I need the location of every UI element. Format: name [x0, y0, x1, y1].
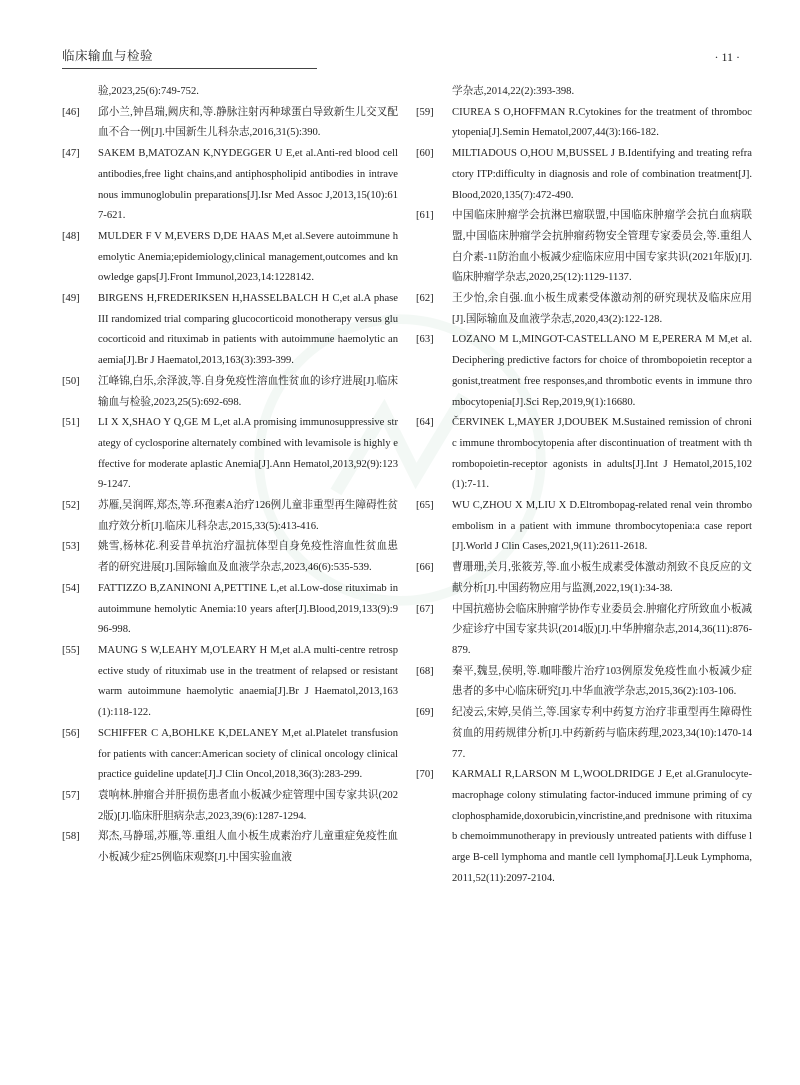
reference-entry: [62, 724, 398, 786]
reference-number: [55]: [62, 644, 80, 656]
reference-entry: [416, 206, 752, 289]
reference-text: MILTIADOUS O,HOU M,BUSSEL J B.Identifying and treating refractory ITP:difficulty in diagnosis and role of combination treatment[J].Blood,2020,135(7):472-490.: [452, 148, 752, 201]
reference-entry: [416, 558, 752, 599]
reference-entry: [416, 289, 752, 330]
reference-number: [51]: [62, 417, 80, 429]
reference-number: [62]: [416, 293, 434, 305]
reference-text: BIRGENS H,FREDERIKSEN H,HASSELBALCH H C,et al.A phase III randomized trial comparing glucocorticoid monotherapy versus glucocorticoid and rituximab in patients with autoimmune haemolytic anaemia[J].Br J Haematol,2013,163(3):393-399.: [98, 293, 398, 367]
reference-number: [58]: [62, 831, 80, 843]
reference-text: 郑杰,马静瑶,苏雁,等.重组人血小板生成素治疗儿童重症免疫性血小板减少症25例临床观察[J].中国实验血液: [98, 831, 398, 864]
reference-entry: [416, 765, 752, 889]
reference-text: 王少怡,余自强.血小板生成素受体激动剂的研究现状及临床应用[J].国际输血及血液学杂志,2020,43(2):122-128.: [452, 293, 752, 325]
reference-entry: [62, 579, 398, 641]
reference-text: 学杂志,2014,22(2):393-398.: [452, 86, 575, 97]
reference-entry: [62, 641, 398, 724]
reference-entry: [62, 144, 398, 227]
reference-number: [50]: [62, 375, 80, 387]
reference-entry: [62, 103, 398, 144]
reference-entry: [62, 372, 398, 413]
reference-number: [49]: [62, 293, 80, 305]
reference-entry: [416, 600, 752, 662]
reference-text: 苏雁,吴润晖,郑杰,等.环孢素A治疗126例儿童非重型再生障碍性贫血疗效分析[J].临床儿科杂志,2015,33(5):413-416.: [98, 500, 398, 532]
reference-entry: [416, 496, 752, 558]
reference-number: [66]: [416, 562, 434, 574]
reference-entry: [416, 82, 752, 103]
reference-text: 纪凌云,宋婷,吴俏兰,等.国家专利中药复方治疗非重型再生障碍性贫血的用药规律分析[J].中药新药与临床药理,2023,34(10):1470-1477.: [452, 707, 752, 760]
reference-entry: [62, 496, 398, 537]
reference-number: [67]: [416, 603, 434, 615]
reference-number: [416, 82, 452, 103]
reference-entry: [62, 289, 398, 372]
page-number: · 11 ·: [714, 50, 740, 64]
reference-text: 邱小兰,钟昌瑞,阙庆和,等.静脉注射丙种球蛋白导致新生儿交叉配血不合一例[J].中国新生儿科杂志,2016,31(5):390.: [98, 106, 398, 139]
reference-text: 袁响林.肿瘤合并肝损伤患者血小板减少症管理中国专家共识(2022版)[J].临床肝胆病杂志,2023,39(6):1287-1294.: [98, 789, 398, 822]
reference-number: [61]: [416, 210, 434, 222]
reference-text: LI X X,SHAO Y Q,GE M L,et al.A promising immunosuppressive strategy of cyclosporine alternately combined with levamisole is highly effective for moderate aplastic Anemia[J].Ann Hematol,2013,92(9):1239-1247.: [98, 417, 398, 491]
reference-number: [48]: [62, 230, 80, 242]
reference-entry: [62, 227, 398, 289]
reference-text: LOZANO M L,MINGOT-CASTELLANO M E,PERERA M M,et al.Deciphering predictive factors for choice of thrombopoietin receptor agonist,treatment free responses,and thrombotic events in immune thrombocytopenia[J].Sci Rep,2019,9(1):16680.: [452, 334, 752, 408]
reference-text: KARMALI R,LARSON M L,WOOLDRIDGE J E,et al.Granulocyte-macrophage colony stimulating factor-induced immune priming of cyclophosphamide,doxorubicin,vincristine,and prednisone with rituximab chemoimmunotherapy in previously untreated patients with diffuse large B-cell lymphoma and mantle cell lymphoma[J].Leuk Lymphoma,2011,52(11):2097-2104.: [452, 769, 752, 884]
reference-number: [65]: [416, 500, 434, 512]
reference-number: [52]: [62, 500, 80, 512]
reference-text: 秦平,魏昱,侯明,等.咖啡酸片治疗103例原发免疫性血小板减少症患者的多中心临床研究[J].中华血液学杂志,2015,36(2):103-106.: [452, 665, 752, 698]
reference-number: [69]: [416, 707, 434, 719]
reference-number: [64]: [416, 417, 434, 429]
reference-text: CIUREA S O,HOFFMAN R.Cytokines for the treatment of thrombocytopenia[J].Semin Hematol,2007,44(3):166-182.: [452, 106, 752, 139]
reference-number: [47]: [62, 148, 80, 160]
reference-entry: [62, 827, 398, 868]
reference-text: MULDER F V M,EVERS D,DE HAAS M,et al.Severe autoimmune hemolytic Anemia;epidemiology,clinical management,outcomes and knowledge gaps[J].Front Immunol,2023,14:1228142.: [98, 230, 398, 284]
reference-entry: [62, 82, 398, 103]
reference-number: [63]: [416, 334, 434, 346]
reference-text: 曹珊珊,关月,张筱芳,等.血小板生成素受体激动剂致不良反应的文献分析[J].中国药物应用与监测,2022,19(1):34-38.: [452, 562, 752, 594]
reference-number: [59]: [416, 106, 434, 118]
reference-column-left: [62, 82, 398, 869]
reference-entry: [416, 413, 752, 496]
reference-text: 中国抗癌协会临床肿瘤学协作专业委员会.肿瘤化疗所致血小板减少症诊疗中国专家共识(2014版)[J].中华肿瘤杂志,2014,36(11):876-879.: [452, 603, 752, 656]
reference-number: [60]: [416, 148, 434, 160]
reference-column-right: [416, 82, 752, 889]
running-head-journal-title: 临床输血与检验: [62, 46, 317, 69]
reference-entry: [416, 662, 752, 703]
reference-text: FATTIZZO B,ZANINONI A,PETTINE L,et al.Low-dose rituximab in autoimmune hemolytic Anemia:10 years after[J].Blood,2019,133(9):996-998.: [98, 582, 398, 636]
reference-entry: [416, 330, 752, 413]
reference-text: ČERVINEK L,MAYER J,DOUBEK M.Sustained remission of chronic immune thrombocytopenia after discontinuation of treatment with thrombopoietin-receptor agonists in adults[J].Int J Hematol,2015,102(1):7-11.: [452, 417, 752, 491]
reference-text: 中国临床肿瘤学会抗淋巴瘤联盟,中国临床肿瘤学会抗白血病联盟,中国临床肿瘤学会抗肿瘤药物安全管理专家委员会,等.重组人白介素-11防治血小板减少症临床应用中国专家共识(2021年版)[J].临床肿瘤学杂志,2020,25(12):1129-1137.: [452, 210, 752, 284]
reference-text: MAUNG S W,LEAHY M,O'LEARY H M,et al.A multi-centre retrospective study of rituximab use in the treatment of relapsed or resistant warm autoimmune haemolytic anaemia[J].Br J Haematol,2013,163(1):118-122.: [98, 644, 398, 719]
reference-number: [53]: [62, 541, 80, 553]
reference-entry: [416, 703, 752, 765]
reference-number: [54]: [62, 582, 80, 594]
reference-text: 江峰锦,白乐,余泽波,等.自身免疫性溶血性贫血的诊疗进展[J].临床输血与检验,2023,25(5):692-698.: [98, 375, 398, 408]
reference-text: SAKEM B,MATOZAN K,NYDEGGER U E,et al.Anti-red blood cell antibodies,free light chains,and antiphospholipid antibodies in intravenous immunoglobulin preparations[J].Isr Med Assoc J,2013,15(10):617-621.: [98, 148, 398, 222]
reference-entry: [62, 413, 398, 496]
reference-text: 验,2023,25(6):749-752.: [98, 86, 199, 97]
reference-text: 姚雪,杨林花.利妥昔单抗治疗温抗体型自身免疫性溶血性贫血患者的研究进展[J].国际输血及血液学杂志,2023,46(6):535-539.: [98, 541, 398, 574]
reference-text: WU C,ZHOU X M,LIU X D.Eltrombopag-related renal vein thromboembolism in a patient with immune thrombocytopenia:a case report[J].World J Clin Cases,2021,9(11):2611-2618.: [452, 500, 752, 553]
reference-number: [70]: [416, 769, 434, 781]
reference-number: [62, 82, 98, 103]
reference-entry: [416, 103, 752, 144]
reference-number: [57]: [62, 789, 80, 801]
reference-entry: [62, 537, 398, 578]
reference-number: [68]: [416, 665, 434, 677]
reference-entry: [416, 144, 752, 206]
reference-entry: [62, 786, 398, 827]
reference-text: SCHIFFER C A,BOHLKE K,DELANEY M,et al.Platelet transfusion for patients with cancer:American society of clinical oncology clinical practice guideline update[J].J Clin Oncol,2018,36(3):283-299.: [98, 727, 398, 781]
reference-number: [46]: [62, 106, 80, 118]
reference-number: [56]: [62, 727, 80, 739]
